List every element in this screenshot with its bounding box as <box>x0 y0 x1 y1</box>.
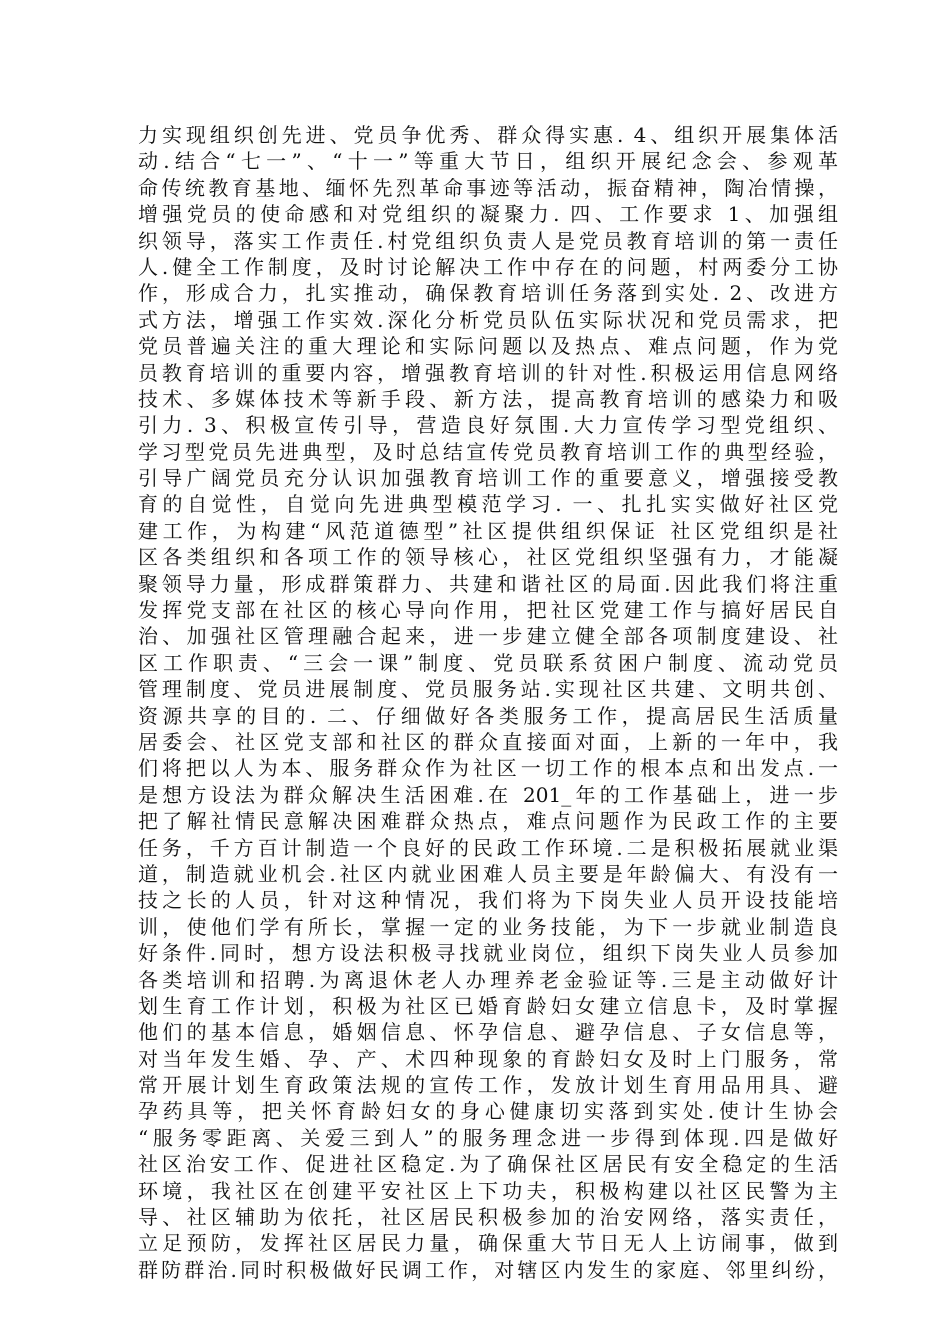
text-line: 学习型党员先进典型，及时总结宣传党员教育培训工作的典型经验， <box>138 439 838 464</box>
text-line: 好条件.同时，想方设法积极寻找就业岗位，组织下岗失业人员参加 <box>138 941 838 966</box>
text-line: 导、社区辅助为依托，社区居民积极参加的治安网络，落实责任， <box>138 1205 838 1230</box>
text-line: 环境，我社区在创建平安社区上下功夫，积极构建以社区民警为主 <box>138 1178 838 1203</box>
text-line: 党员普遍关注的重大理论和实际问题以及热点、难点问题，作为党 <box>138 334 838 359</box>
text-line: 育的自觉性，自觉向先进典型模范学习. 一、扎扎实实做好社区党 <box>138 492 838 517</box>
text-line: 划生育工作计划，积极为社区已婚育龄妇女建立信息卡，及时掌握 <box>138 993 838 1018</box>
text-line: 社区治安工作、促进社区稳定.为了确保社区居民有安全稳定的生活 <box>138 1152 838 1177</box>
text-line: 式方法，增强工作实效.深化分析党员队伍实际状况和党员需求，把 <box>138 307 838 332</box>
text-line: “服务零距离、关爱三到人”的服务理念进一步得到体现.四是做好 <box>138 1125 838 1150</box>
text-line: 管理制度、党员进展制度、党员服务站.实现社区共建、文明共创、 <box>138 677 838 702</box>
text-line: 资源共享的目的. 二、仔细做好各类服务工作，提高居民生活质量 <box>138 703 838 728</box>
text-line: 立足预防，发挥社区居民力量，确保重大节日无人上访闹事，做到 <box>138 1231 838 1256</box>
text-line: 发挥党支部在社区的核心导向作用，把社区党建工作与搞好居民自 <box>138 598 838 623</box>
text-line: 人.健全工作制度，及时讨论解决工作中存在的问题，村两委分工协 <box>138 254 838 279</box>
text-line: 区工作职责、“三会一课”制度、党员联系贫困户制度、流动党员 <box>138 650 838 675</box>
text-line: 技术、多媒体技术等新手段、新方法，提高教育培训的感染力和吸 <box>138 386 838 411</box>
text-line: 治、加强社区管理融合起来，进一步建立健全部各项制度建设、社 <box>138 624 838 649</box>
text-line: 建工作，为构建“风范道德型”社区提供组织保证 社区党组织是社 <box>138 518 838 543</box>
text-line: 群防群治.同时积极做好民调工作，对辖区内发生的家庭、邻里纠纷， <box>138 1257 838 1282</box>
text-line: 常开展计划生育政策法规的宣传工作，发放计划生育用品用具、避 <box>138 1073 838 1098</box>
text-line: 对当年发生婚、孕、产、术四种现象的育龄妇女及时上门服务，常 <box>138 1046 838 1071</box>
text-line: 们将把以人为本、服务群众作为社区一切工作的根本点和出发点.一 <box>138 756 838 781</box>
text-line: 是想方设法为群众解决生活困难.在 201_年的工作基础上，进一步 <box>138 782 838 807</box>
text-line: 引导广阔党员充分认识加强教育培训工作的重要意义，增强接受教 <box>138 466 838 491</box>
text-line: 把了解社情民意解决困难群众热点，难点问题作为民政工作的主要 <box>138 809 838 834</box>
text-line: 居委会、社区党支部和社区的群众直接面对面，上新的一年中，我 <box>138 729 838 754</box>
text-line: 动.结合“七一”、“十一”等重大节日，组织开展纪念会、参观革 <box>138 149 838 174</box>
body-text <box>138 122 838 1283</box>
text-line: 各类培训和招聘.为离退休老人办理养老金验证等.三是主动做好计 <box>138 967 838 992</box>
text-line: 聚领导力量，形成群策群力、共建和谐社区的局面.因此我们将注重 <box>138 571 838 596</box>
text-line: 引力. 3、积极宣传引导，营造良好氛围.大力宣传学习型党组织、 <box>138 413 838 438</box>
text-line: 命传统教育基地、缅怀先烈革命事迹等活动，振奋精神，陶冶情操， <box>138 175 838 200</box>
text-line: 孕药具等，把关怀育龄妇女的身心健康切实落到实处.使计生协会 <box>138 1099 838 1124</box>
text-line: 技之长的人员，针对这种情况，我们将为下岗失业人员开设技能培 <box>138 888 838 913</box>
text-line: 增强党员的使命感和对党组织的凝聚力. 四、工作要求 1、加强组 <box>138 202 838 227</box>
text-line: 织领导，落实工作责任.村党组织负责人是党员教育培训的第一责任 <box>138 228 838 253</box>
text-line: 作，形成合力，扎实推动，确保教育培训任务落到实处. 2、改进方 <box>138 281 838 306</box>
text-line: 力实现组织创先进、党员争优秀、群众得实惠. 4、组织开展集体活 <box>138 123 838 147</box>
text-line: 员教育培训的重要内容，增强教育培训的针对性.积极运用信息网络 <box>138 360 838 385</box>
text-line: 训，使他们学有所长，掌握一定的业务技能，为下一步就业制造良 <box>138 914 838 939</box>
text-line: 任务，千方百计制造一个良好的民政工作环境.二是积极拓展就业渠 <box>138 835 838 860</box>
text-line: 道，制造就业机会.社区内就业困难人员主要是年龄偏大、有没有一 <box>138 861 838 886</box>
text-line: 区各类组织和各项工作的领导核心，社区党组织坚强有力，才能凝 <box>138 545 838 570</box>
text-line: 他们的基本信息，婚姻信息、怀孕信息、避孕信息、子女信息等， <box>138 1020 838 1045</box>
